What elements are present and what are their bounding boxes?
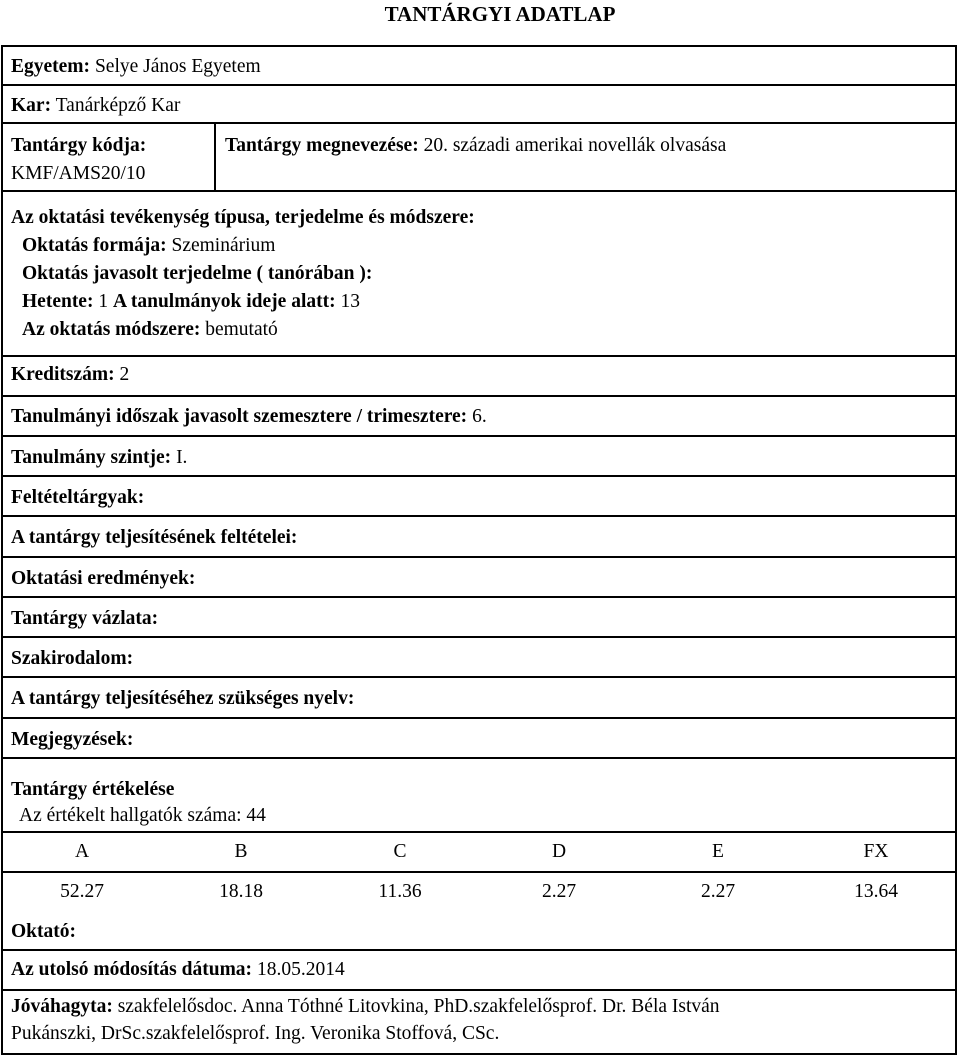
teaching-form-label: Oktatás formája: <box>22 235 167 256</box>
course-id-row <box>3 124 955 192</box>
grade-percentage: 11.36 <box>378 881 422 902</box>
semester-value: 6. <box>472 406 487 427</box>
grade-letter: B <box>234 841 248 862</box>
weekly-value: 1 <box>98 291 109 312</box>
completion-row <box>3 517 955 558</box>
level-row <box>3 437 955 477</box>
university-row <box>3 47 955 86</box>
semester-label: Tanulmányi időszak javasolt szemesztere / trimesztere: <box>11 406 468 427</box>
grade-percentage: 2.27 <box>541 881 577 902</box>
evaluation-row <box>3 759 955 951</box>
teaching-scope-label: Oktatás javasolt terjedelme ( tanórában ): <box>22 263 373 284</box>
evaluated-students: Az értékelt hallgatók száma: 44 <box>19 805 266 826</box>
last-modified-label: Az utolsó módosítás dátuma: <box>11 959 253 980</box>
course-code-label: Tantárgy kódja: <box>11 135 147 156</box>
course-name-value: 20. századi amerikai novellák olvasása <box>423 135 727 156</box>
period-label: A tanulmányok ideje alatt: <box>112 291 336 312</box>
course-code-cell <box>3 124 216 190</box>
outline-row <box>3 598 955 638</box>
completion-label: A tantárgy teljesítésének feltételei: <box>11 527 298 548</box>
approved-label: Jóváhagyta: <box>11 996 113 1017</box>
grades-table <box>3 831 955 911</box>
semester-row <box>3 397 955 437</box>
grade-letters-row <box>3 832 955 872</box>
notes-label: Megjegyzések: <box>11 729 134 750</box>
last-modified-row <box>3 951 955 991</box>
period-value: 13 <box>340 291 360 312</box>
faculty-value: Tanárképző Kar <box>55 95 181 116</box>
teacher-label: Oktató: <box>11 921 76 942</box>
outcomes-label: Oktatási eredmények: <box>11 568 196 589</box>
page-title: TANTÁRGYI ADATLAP <box>384 2 616 26</box>
course-name-cell <box>216 124 955 190</box>
teaching-form-value: Szeminárium <box>171 235 276 256</box>
grade-letter: FX <box>863 841 889 862</box>
prerequisites-label: Feltételtárgyak: <box>11 487 145 508</box>
weekly-label: Hetente: <box>22 291 94 312</box>
credits-row <box>3 357 955 397</box>
course-code-value: KMF/AMS20/10 <box>11 163 146 184</box>
last-modified-value: 18.05.2014 <box>256 959 345 980</box>
level-label: Tanulmány szintje: <box>11 447 172 468</box>
course-name-label: Tantárgy megnevezése: <box>225 135 419 156</box>
faculty-row <box>3 86 955 124</box>
university-value: Selye János Egyetem <box>94 56 261 77</box>
grade-letter: E <box>712 841 724 862</box>
credits-label: Kreditszám: <box>11 364 115 385</box>
literature-row <box>3 638 955 678</box>
outcomes-row <box>3 558 955 598</box>
grade-percentage: 52.27 <box>60 881 104 902</box>
grade-letter: D <box>551 841 567 862</box>
teaching-row <box>3 192 955 357</box>
outline-label: Tantárgy vázlata: <box>11 608 159 629</box>
grade-letter: A <box>74 841 90 862</box>
university-label: Egyetem: <box>11 56 91 77</box>
language-row <box>3 678 955 719</box>
approved-line-1: szakfelelősdoc. Anna Tóthné Litovkina, PhD.szakfelelősprof. Dr. Béla István <box>117 996 720 1017</box>
level-value: I. <box>176 447 188 468</box>
faculty-label: Kar: <box>11 95 52 116</box>
grade-percentage: 13.64 <box>854 881 898 902</box>
approved-row <box>3 991 955 1053</box>
notes-row <box>3 719 955 759</box>
grade-percentage: 2.27 <box>700 881 736 902</box>
language-label: A tantárgy teljesítéséhez szükséges nyelv: <box>11 688 355 709</box>
prerequisites-row <box>3 477 955 517</box>
evaluation-heading: Tantárgy értékelése <box>11 779 175 800</box>
grade-letter: C <box>393 841 407 862</box>
literature-label: Szakirodalom: <box>11 648 134 669</box>
approved-line-2: Pukánszki, DrSc.szakfelelősprof. Ing. Veronika Stoffová, CSc. <box>11 1023 500 1044</box>
method-value: bemutató <box>205 319 278 340</box>
method-label: Az oktatás módszere: <box>22 319 201 340</box>
grade-percentage: 18.18 <box>219 881 263 902</box>
course-datasheet <box>1 45 957 1055</box>
grade-percentages-row <box>3 872 955 911</box>
credits-value: 2 <box>119 364 130 385</box>
teaching-heading: Az oktatási tevékenység típusa, terjedelme és módszere: <box>11 207 475 228</box>
